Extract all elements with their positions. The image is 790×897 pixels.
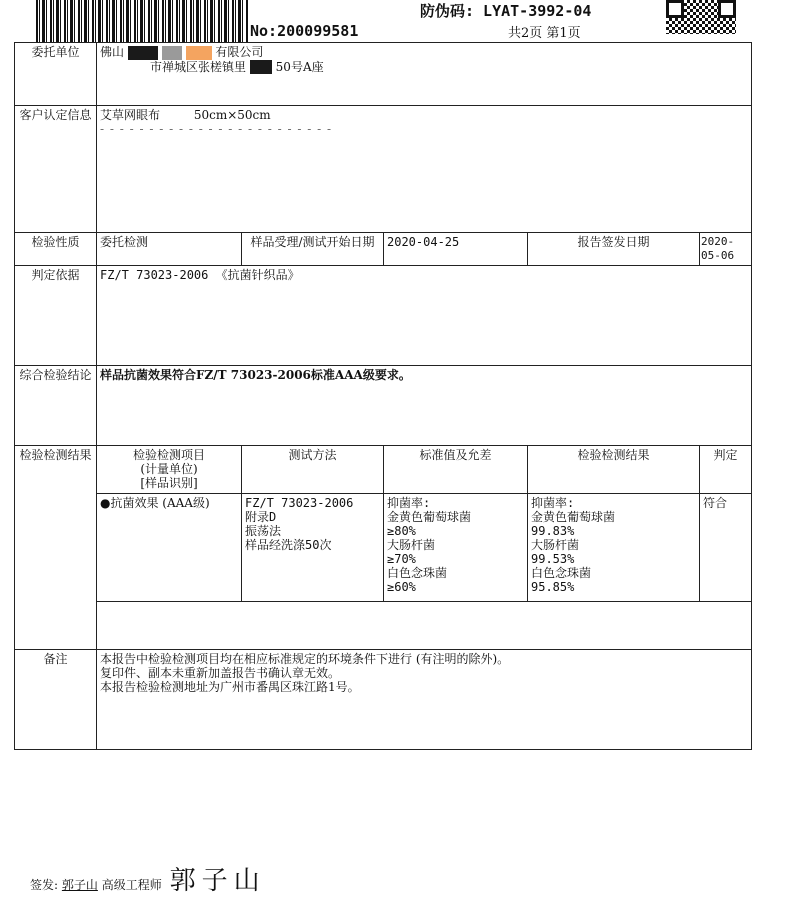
conclusion-label: 综合检验结论 (15, 366, 97, 446)
results-label: 检验检测结果 (15, 446, 97, 650)
nature-value: 委托检测 (97, 233, 242, 266)
sample-name: 艾草网眼布 (100, 108, 161, 122)
handwritten-signature: 郭子山 (169, 866, 266, 896)
client-name-start: 佛山 (100, 45, 125, 59)
row-item: ●抗菌效果 (AAA级) (97, 494, 242, 602)
sample-size: 50cm×50cm (193, 108, 271, 122)
signature-prefix: 签发: (30, 878, 59, 892)
client-address-end: 50号A座 (275, 59, 324, 74)
report-number: No:200099581 (250, 22, 359, 40)
customer-info-value (97, 106, 752, 233)
page-indicator: 共2页 第1页 (508, 26, 581, 41)
basis-label: 判定依据 (15, 266, 97, 366)
client-address-start: 市禅城区张槎镇里 (150, 59, 247, 74)
nature-label: 检验性质 (15, 233, 97, 266)
header-result: 检验检测结果 (528, 446, 700, 494)
issue-date: 2020-05-06 (700, 233, 752, 266)
row-method: FZ/T 73023-2006 附录D 振荡法 样品经洗涤50次 (242, 494, 384, 602)
row-standard: 抑菌率: 金黄色葡萄球菌 ≥80% 大肠杆菌 ≥70% 白色念珠菌 ≥60% (384, 494, 528, 602)
conclusion-value: 样品抗菌效果符合FZ/T 73023-2006标准AAA级要求。 (97, 366, 752, 446)
qr-code-icon (666, 0, 736, 34)
header-method: 测试方法 (242, 446, 384, 494)
received-date-label: 样品受理/测试开始日期 (242, 233, 384, 266)
signer-title: 高级工程师 (101, 878, 162, 892)
empty-row (97, 602, 752, 650)
row-judgement: 符合 (700, 494, 752, 602)
report-table (14, 42, 752, 750)
dashed-rule: - - - - - - - - - - - - - - - - - - - - - - - - (100, 122, 333, 136)
redaction (250, 60, 272, 74)
signer-name: 郭子山 (61, 878, 98, 892)
customer-info-label: 客户认定信息 (15, 106, 97, 233)
redaction (162, 46, 182, 60)
client-label: 委托单位 (15, 43, 97, 106)
signature-block (30, 860, 266, 897)
remarks-text: 本报告中检验检测项目均在相应标准规定的环境条件下进行 (有注明的除外)。 复印件、副本未重新加盖报告书确认章无效。 本报告检验检测地址为广州市番禺区珠江路1号。 (97, 650, 752, 750)
client-name-end: 有限公司 (215, 45, 264, 59)
redaction (128, 46, 158, 60)
header-judgement: 判定 (700, 446, 752, 494)
client-value (97, 43, 752, 106)
received-date: 2020-04-25 (384, 233, 528, 266)
issue-date-label: 报告签发日期 (528, 233, 700, 266)
anti-counterfeit-code: 防伪码: LYAT-3992-04 (420, 2, 592, 20)
header-item: 检验检测项目 (计量单位) [样品识别] (97, 446, 242, 494)
barcode (36, 0, 248, 42)
row-result: 抑菌率: 金黄色葡萄球菌 99.83% 大肠杆菌 99.53% 白色念珠菌 95.85% (528, 494, 700, 602)
header-standard: 标准值及允差 (384, 446, 528, 494)
redaction (186, 46, 212, 60)
basis-value: FZ/T 73023-2006 《抗菌针织品》 (97, 266, 752, 366)
remarks-label: 备注 (15, 650, 97, 750)
